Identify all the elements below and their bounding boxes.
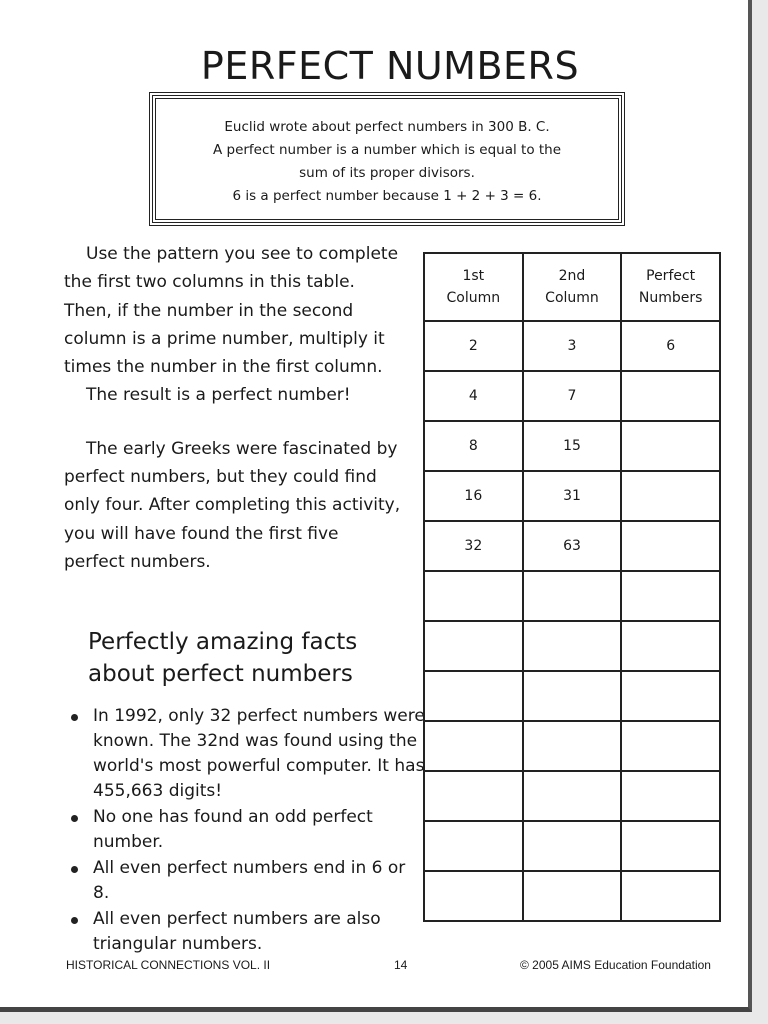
facts-heading: Perfectly amazing facts about perfect numbers — [88, 629, 358, 687]
table-cell — [424, 671, 523, 721]
fact-item: No one has found an odd perfect number. — [66, 805, 426, 855]
table-header-row — [424, 253, 720, 321]
table-row — [424, 671, 720, 721]
intro-box — [152, 95, 622, 223]
table-cell — [523, 871, 622, 921]
table-row — [424, 471, 720, 521]
table-row — [424, 571, 720, 621]
table-cell — [621, 421, 720, 471]
table-cell — [424, 621, 523, 671]
table-cell — [621, 671, 720, 721]
table-cell — [424, 721, 523, 771]
intro-line: Euclid wrote about perfect numbers in 300 B. C. — [224, 119, 550, 135]
instructions — [64, 240, 402, 576]
table-cell: 7 — [523, 371, 622, 421]
table-cell — [424, 871, 523, 921]
table-row — [424, 371, 720, 421]
perfect-numbers-table — [423, 252, 721, 922]
table-row — [424, 321, 720, 371]
instructions-paragraph: The result is a perfect number! — [86, 385, 351, 406]
table-cell — [621, 471, 720, 521]
page-title: PERFECT NUMBERS — [200, 44, 580, 88]
table-cell: 4 — [424, 371, 523, 421]
table-cell — [621, 821, 720, 871]
intro-line: 6 is a perfect number because 1 + 2 + 3 = 6. — [232, 188, 542, 204]
table-cell — [424, 821, 523, 871]
facts-list — [66, 704, 426, 958]
intro-line: sum of its proper divisors. — [299, 165, 475, 181]
table-cell: 6 — [621, 321, 720, 371]
instructions-paragraph: Use the pattern you see to complete the first two columns in this table. Then, if the number in the second column is a prime number, multiply it times the number in the first column. — [64, 244, 399, 378]
table-cell — [523, 571, 622, 621]
header-second-column: 2nd Column — [523, 253, 622, 321]
table-row — [424, 771, 720, 821]
table-row — [424, 521, 720, 571]
table-cell: 3 — [523, 321, 622, 371]
table-cell: 32 — [424, 521, 523, 571]
instructions-paragraph: The early Greeks were fascinated by perfect numbers, but they could find only four. After completing this activity, you will have found the first five perfect numbers. — [64, 438, 401, 572]
table-cell — [523, 671, 622, 721]
table-cell: 63 — [523, 521, 622, 571]
table-cell — [621, 521, 720, 571]
table-cell — [621, 621, 720, 671]
table-cell: 8 — [424, 421, 523, 471]
table-row — [424, 821, 720, 871]
header-perfect-numbers: Perfect Numbers — [621, 253, 720, 321]
table-row — [424, 421, 720, 471]
table-cell — [621, 771, 720, 821]
table-cell: 2 — [424, 321, 523, 371]
table-cell — [523, 621, 622, 671]
footer-page-number: 14 — [394, 958, 408, 972]
table-cell — [621, 871, 720, 921]
table-cell: 31 — [523, 471, 622, 521]
table-cell: 15 — [523, 421, 622, 471]
intro-line: A perfect number is a number which is equal to the — [212, 142, 562, 158]
table-cell — [621, 371, 720, 421]
table-cell — [621, 571, 720, 621]
table-row — [424, 721, 720, 771]
table-cell — [424, 571, 523, 621]
table-cell — [621, 721, 720, 771]
fact-item: In 1992, only 32 perfect numbers were known. The 32nd was found using the world's most powerful computer. It has 455,663 digits! — [66, 704, 426, 804]
table-cell — [424, 771, 523, 821]
table-cell: 16 — [424, 471, 523, 521]
header-first-column: 1st Column — [424, 253, 523, 321]
table-cell — [523, 771, 622, 821]
footer-copyright: © 2005 AIMS Education Foundation — [520, 958, 711, 972]
table-row — [424, 621, 720, 671]
fact-item: All even perfect numbers are also triangular numbers. — [66, 907, 426, 957]
table-cell — [523, 721, 622, 771]
footer-series: HISTORICAL CONNECTIONS VOL. II — [66, 958, 271, 972]
table-cell — [523, 821, 622, 871]
table-row — [424, 871, 720, 921]
fact-item: All even perfect numbers end in 6 or 8. — [66, 856, 426, 906]
